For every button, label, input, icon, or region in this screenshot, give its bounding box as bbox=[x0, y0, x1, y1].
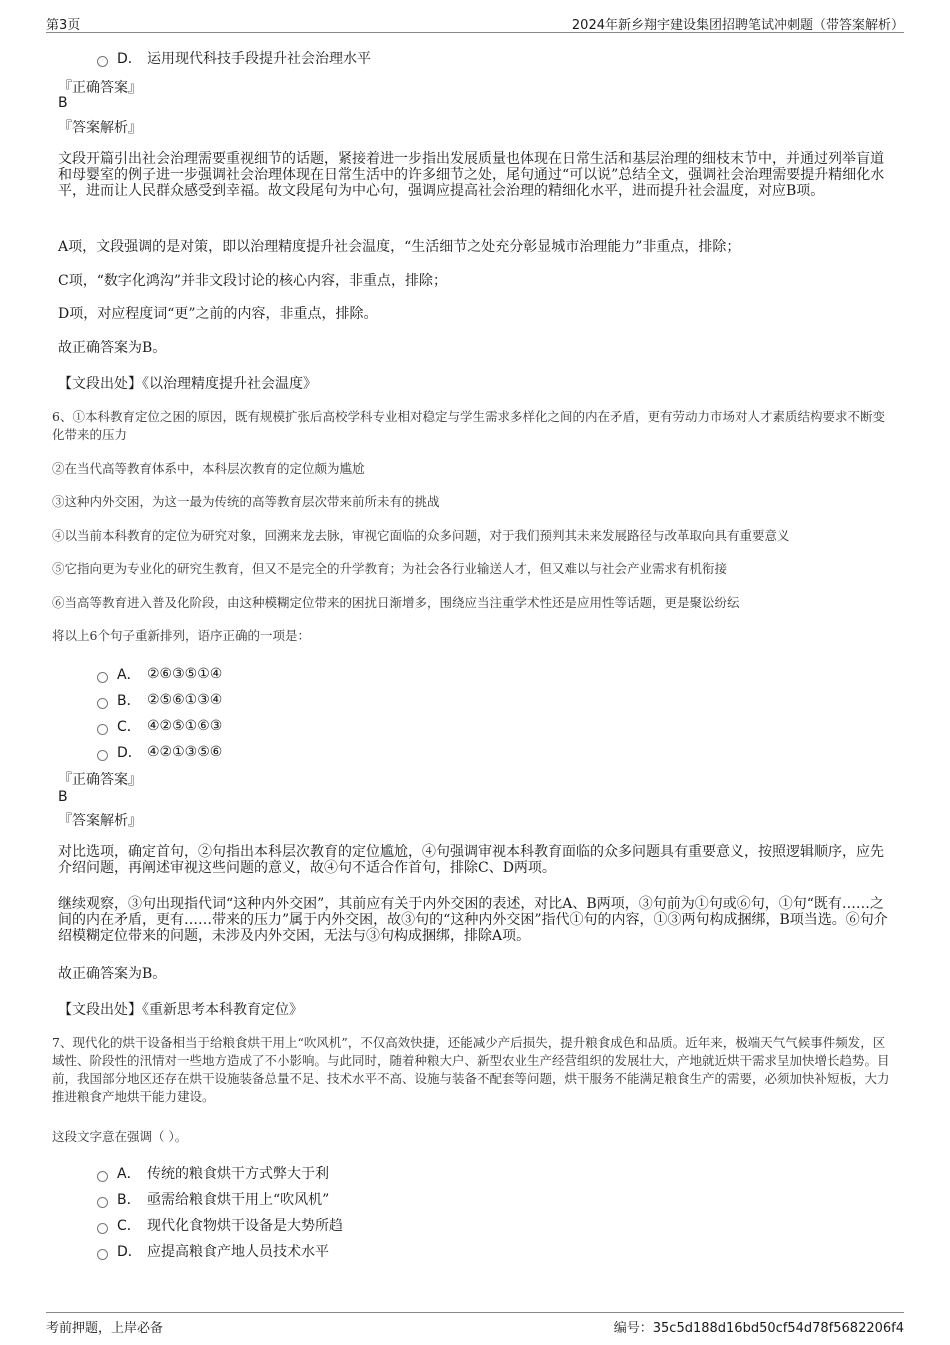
document-title: 2024年新乡翔宇建设集团招聘笔试冲刺题（带答案解析） bbox=[571, 18, 904, 33]
page-number: 第3页 bbox=[46, 18, 81, 33]
q6-source: 【文段出处】《重新思考本科教育定位》 bbox=[58, 1002, 303, 1018]
radio-icon[interactable] bbox=[97, 750, 108, 761]
q5-analysis-para-5: 故正确答案为B。 bbox=[58, 340, 167, 356]
q6-stem-6: ⑥当高等教育进入普及化阶段，由这种模糊定位带来的困扰日渐增多，围绕应当注重学术性还是应用性等话题，更是聚讼纷纭 bbox=[52, 595, 740, 610]
radio-icon[interactable] bbox=[97, 1223, 108, 1234]
q5-answer: B bbox=[58, 95, 68, 111]
q5-answer-label: 『正确答案』 bbox=[58, 80, 142, 96]
q7-prompt: 这段文字意在强调（ ）。 bbox=[52, 1129, 188, 1144]
page-header bbox=[46, 12, 904, 33]
radio-icon[interactable] bbox=[97, 698, 108, 709]
radio-icon[interactable] bbox=[97, 724, 108, 735]
radio-icon[interactable] bbox=[97, 672, 108, 683]
radio-icon[interactable] bbox=[97, 56, 108, 67]
q5-analysis-para-4: D项，对应程度词“更”之前的内容，非重点，排除。 bbox=[58, 306, 378, 322]
radio-icon[interactable] bbox=[97, 1249, 108, 1260]
q5-option-d[interactable]: D． 运用现代科技手段提升社会治理水平 bbox=[97, 48, 371, 68]
q6-prompt: 将以上6个句子重新排列，语序正确的一项是： bbox=[52, 628, 310, 643]
q6-stem-4: ④以当前本科教育的定位为研究对象，回溯来龙去脉，审视它面临的众多问题，对于我们预判其未来发展路径与改革取向具有重要意义 bbox=[52, 528, 790, 543]
q5-analysis-para-3: C项，“数字化鸿沟”并非文段讨论的核心内容，非重点，排除； bbox=[58, 273, 448, 289]
radio-icon[interactable] bbox=[97, 1197, 108, 1208]
q6-answer: B bbox=[58, 789, 68, 805]
q5-analysis-label: 『答案解析』 bbox=[58, 120, 142, 136]
q6-stem-2: ②在当代高等教育体系中，本科层次教育的定位颇为尴尬 bbox=[52, 461, 365, 476]
document-id: 编号：35c5d188d16bd50cf54d78f5682206f4 bbox=[613, 1321, 904, 1336]
footer-slogan: 考前押题，上岸必备 bbox=[46, 1321, 164, 1336]
q6-answer-label: 『正确答案』 bbox=[58, 772, 142, 788]
page-footer bbox=[46, 1312, 904, 1337]
radio-icon[interactable] bbox=[97, 1171, 108, 1182]
q6-option-b[interactable]: B． ②⑤⑥①③④ bbox=[97, 690, 222, 710]
q6-analysis-label: 『答案解析』 bbox=[58, 813, 142, 829]
q7-option-a[interactable]: A． 传统的粮食烘干方式弊大于利 bbox=[97, 1163, 329, 1183]
q5-analysis-para-2: A项，文段强调的是对策，即以治理精度提升社会温度，“生活细节之处充分彰显城市治理能力”非重点，排除； bbox=[58, 239, 741, 255]
q7-option-b[interactable]: B． 亟需给粮食烘干用上“吹风机” bbox=[97, 1189, 329, 1209]
q6-analysis-para-3: 故正确答案为B。 bbox=[58, 966, 167, 982]
q5-analysis-para-1: 文段开篇引出社会治理需要重视细节的话题，紧接着进一步指出发展质量也体现在日常生活和基层治理的细枝末节中，并通过列举盲道和母婴室的例子进一步强调社会治理体现在日常生活中的许多细节之处，尾句通过“可以说”总结全文，强调社会治理需要提升精细化水平，进而让人民群众感受到幸福。故文段尾句为中心句，强调应提高社会治理的精细化水平，进而提升社会温度，对应B项。 bbox=[58, 151, 885, 199]
q5-source: 【文段出处】《以治理精度提升社会温度》 bbox=[58, 376, 317, 392]
q7-option-d[interactable]: D． 应提高粮食产地人员技术水平 bbox=[97, 1241, 329, 1261]
q6-analysis-para-2: 继续观察，③句出现指代词“这种内外交困”，其前应有关于内外交困的表述，对比A、B两项，③句前为①句或⑥句，①句“既有……之间的内在矛盾，更有……带来的压力”属于内外交困，故③句的“这种内外交困”指代①句的内容，①③两句构成捆绑，B项当选。⑥句介绍模糊定位带来的问题，未涉及内外交困，无法与③句构成捆绑，排除A项。 bbox=[58, 896, 888, 944]
q6-stem-1: 6、①本科教育定位之困的原因，既有规模扩张后高校学科专业相对稳定与学生需求多样化之间的内在矛盾，更有劳动力市场对人才素质结构要求不断变化带来的压力 bbox=[52, 409, 885, 442]
q6-stem-5: ⑤它指向更为专业化的研究生教育，但又不是完全的升学教育；为社会各行业输送人才，但又难以与社会产业需求有机衔接 bbox=[52, 561, 728, 576]
q6-option-a[interactable]: A． ②⑥③⑤①④ bbox=[97, 664, 222, 684]
q6-analysis-para-1: 对比选项，确定首句，②句指出本科层次教育的定位尴尬，④句强调审视本科教育面临的众多问题具有重要意义，按照逻辑顺序，应先介绍问题，再阐述审视这些问题的意义，故④句不适合作首句，排除C、D两项。 bbox=[58, 844, 884, 876]
q7-option-c[interactable]: C． 现代化食物烘干设备是大势所趋 bbox=[97, 1215, 343, 1235]
q6-option-d[interactable]: D． ④②①③⑤⑥ bbox=[97, 742, 222, 762]
q7-stem: 7、现代化的烘干设备相当于给粮食烘干用上“吹风机”，不仅高效快捷，还能减少产后损失，提升粮食成色和品质。近年来，极端天气气候事件频发，区域性、阶段性的汛情对一些地方造成了不小影响。与此同时，随着种粮大户、新型农业生产经营组织的发展壮大，产地就近烘干需求呈加快增长趋势。目前，我国部分地区还存在烘干设施装备总量不足、技术水平不高、设施与装备不配套等问题，烘干服务不能满足粮食生产的需要，必须加快补短板，大力推进粮食产地烘干能力建设。 bbox=[52, 1035, 890, 1104]
q6-option-c[interactable]: C． ④②⑤①⑥③ bbox=[97, 716, 222, 736]
q6-stem-3: ③这种内外交困，为这一最为传统的高等教育层次带来前所未有的挑战 bbox=[52, 494, 440, 509]
